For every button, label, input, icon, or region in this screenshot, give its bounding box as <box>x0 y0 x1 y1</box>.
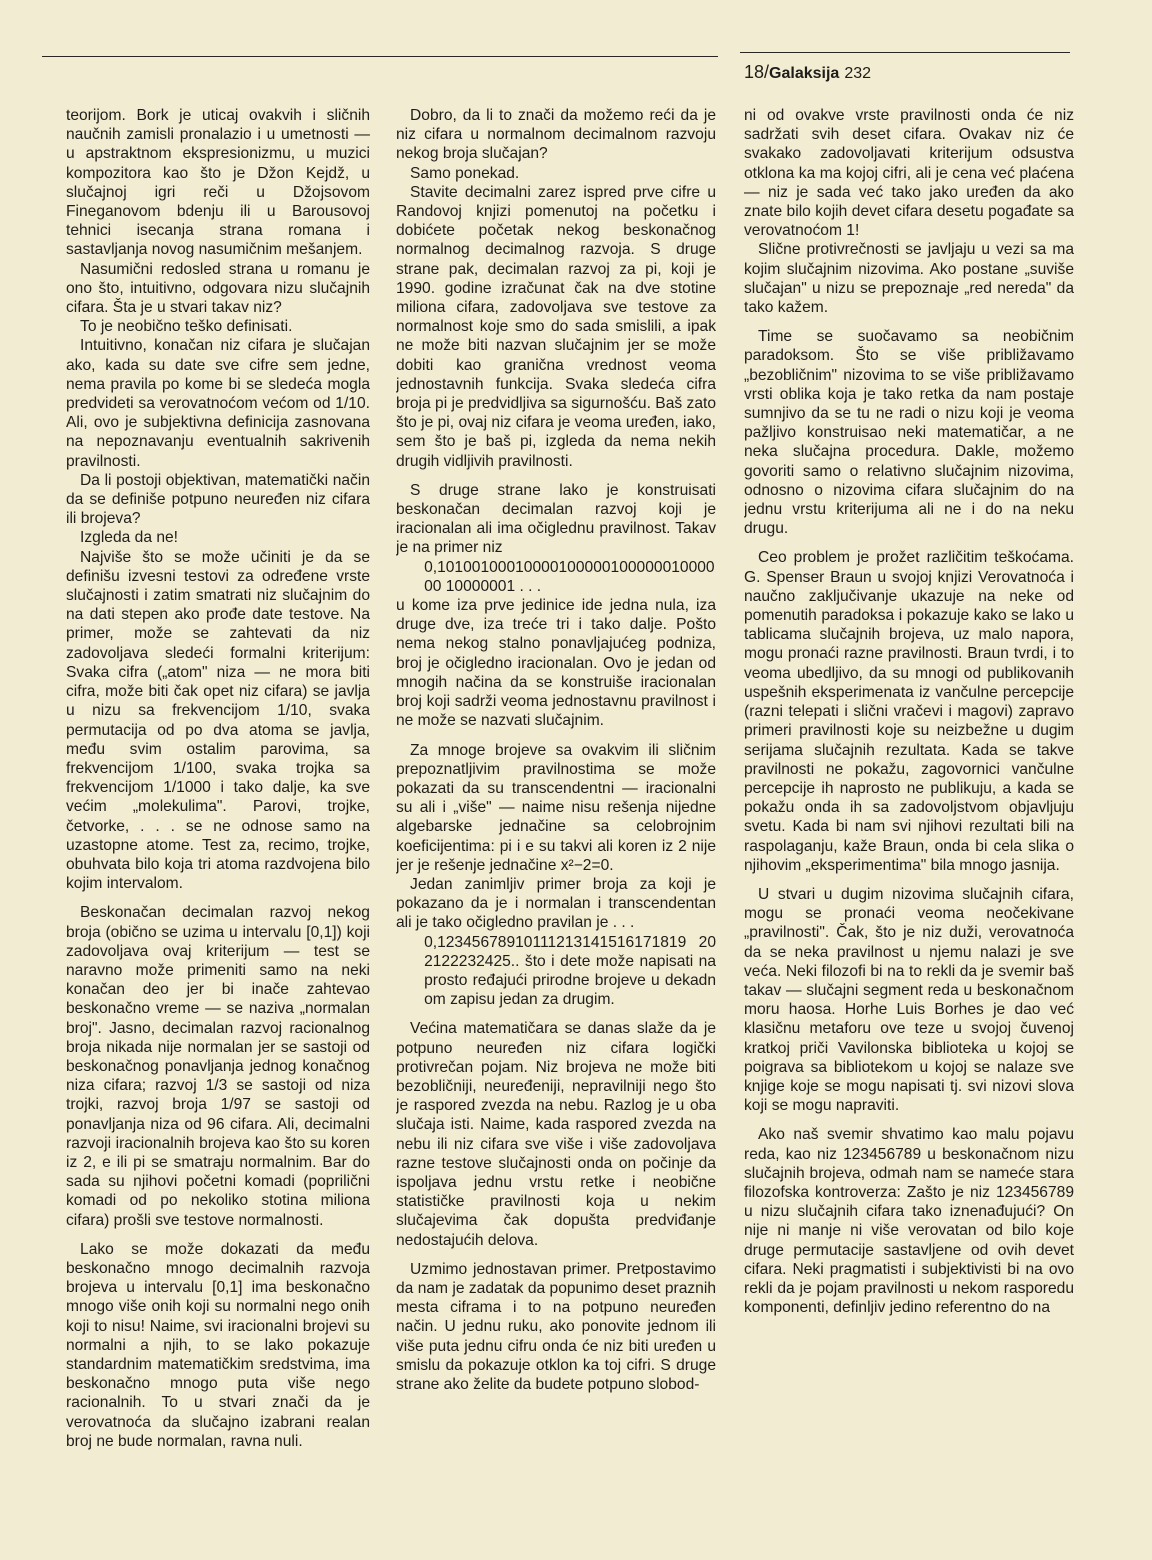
issue-number: 232 <box>844 65 872 82</box>
paragraph: S druge strane lako je konstruisati beskonačan decimalan razvoj koji je iracionalan ali ima očiglednu pravilnost. Takav je na primer niz <box>396 481 716 557</box>
paragraph: Da li postoji objektivan, matematički način da se definiše potpuno neuređen niz cifara ili brojeva? <box>66 471 370 528</box>
header-rule <box>740 52 1070 53</box>
magazine-name: Galaksija <box>769 65 840 82</box>
paragraph: U stvari u dugim nizovima slučajnih cifara, mogu se pronaći veoma neočekivane „pravilnosti". Čak, što je niz duži, verovatnoća da se neka pravilnost u njemu nalazi je sve veća. Neki filozofi bi na to rekli da je svemir baš takav — slučajni segment reda u beskonačnom moru haosa. Horhe Luis Borhes je dao već klasičnu metaforu ove teze u svojoj čuvenoj kratkoj priči Vavilonska biblioteka u kojoj se poigrava sa bibliotekom u kojoj se nalaze sve knjige koje se mogu napisati tj. svi nizovi slova koji se mogu napraviti. <box>744 885 1074 1115</box>
paragraph: Ako naš svemir shvatimo kao malu pojavu reda, kao niz 123456789 u beskonačnom nizu slučajnih brojeva, odmah nam se nameće stara filozofska kontroverza: Zašto je niz 123456789 u nizu slučajnih cifara tako iznenađujući? On nije ni manje ni više verovatan od bilo koje druge permutacije sastavljene od ovih devet cifara. Neki pragmatisti i subjektivisti bi na ovo rekli da je pojam pravilnosti u nekom rasporedu komponenti, definljiv jedino referentno do na <box>744 1126 1074 1317</box>
paragraph: Nasumični redosled strana u romanu je ono što, intuitivno, odgovara nizu slučajnih cifara. Šta je u stvari takav niz? <box>66 260 370 317</box>
paragraph: Dobro, da li to znači da možemo reći da je niz cifara u normalnom decimalnom razvoju nekog broja slučajan? <box>396 107 716 163</box>
paragraph: u kome iza prve jedinice ide jedna nula, iza druge dve, iza treće tri i tako dalje. Pošto nema nekog stalno ponavljajućeg podniza, broj je očigledno iracionalan. Ovo je jedan od mnogih načina da se konstruiše iracionalan broj koji sadrži veoma jednostavnu pravilnost i ne može se nazvati slučajnim. <box>396 597 716 730</box>
paragraph: Izgleda da ne! <box>80 529 179 547</box>
paragraph: Samo ponekad. <box>410 164 520 182</box>
paragraph: Najviše što se može učiniti je da se definišu izvesni testovi za određene vrste slučajnosti i zatim smatrati niz slučajnim do na dati stepen ako prođe date testove. Na primer, može se zahtevati da niz zadovoljava sledeći formalni kriterijum: Svaka cifra („atom" niza — ne mora biti cifra, može biti čak opet niz cifara) se javlja u nizu sa frekvencijom 1/10, svaka permutacija od po dva atoma se javlja, među svim ostalim parovima, sa frekvencijom 1/100, svaka trojka sa frekvencijom 1/1000 i tako dalje, ka sve većim „molekulima". Parovi, trojke, četvorke, . . . se ne odnose samo na uzastopne atome. Test za, recimo, trojke, obuhvata bilo koja tri atoma razdvojena bilo kojim intervalom. <box>66 548 370 893</box>
text-column-3 <box>744 106 1074 1546</box>
text-column-2 <box>396 106 716 1546</box>
paragraph: Slične protivrečnosti se javljaju u vezi sa ma kojim slučajnim nizovima. Ako postane „suviše slučajan" u nizu se prepoznaje „red nereda" da tako kažem. <box>744 241 1074 317</box>
paragraph: Ceo problem je prožet različitim teškoćama. G. Spenser Braun u svojoj knjizi Verovatnoća i naučno zaključivanje ukazuje na neke od pomenutih paradoksa i pokazuje kako se lako u tablicama slučajnih brojeva, uz malo napora, mogu pronaći razne pravilnosti. Braun tvrdi, i to veoma ubedljivo, da su mnogi od publikovanih uspešnih eksperimenata iz vančulne percepcije (razni telepati i slični vračevi i magovi) zapravo primeri pravilnosti koje su neizbežne u dugim serijama slučajnih rezultata. Kada se takve pravilnosti ne pokažu, zagovornici vančulne percepcije ih naprosto ne publikuju, a kada se pokažu onda ih sa zadovoljstvom objavljuju svetu. Kada bi nam svi njihovi rezultati bili na raspolaganju, kaže Braun, onda bi cela slika o njihovim „eksperimentima" bila mnogo jasnija. <box>744 549 1074 874</box>
paragraph: ni od ovakve vrste pravilnosti onda će niz sadržati svih deset cifara. Ovakav niz će svakako zadovoljavati kriterijum odsustva otklona ka ma kojoj cifri, ali je cena već plaćena — niz je sada već tako jako uređen da ako znate bilo kojih devet cifara desetu pogađate sa verovatnoćom 1! <box>744 107 1074 240</box>
page-number: 18/ <box>744 62 770 82</box>
page-header <box>744 62 871 83</box>
paragraph: Time se suočavamo sa neobičnim paradoksom. Što se više približavamo „bezobličnim" nizovima to se više približavamo vrsti oblika koja je tako retka da nam postaje sumnjivo da se tu ne radi o nizu koji je veoma pažljivo konstruisao neki matematičar, a ne neka slučajna procedura. Dakle, možemo govoriti samo o relativno slučajnim nizovima, odnosno o nizovima cifara slučajnim do na jednu vrstu kriterijuma ali ne i do na neku drugu. <box>744 328 1074 538</box>
paragraph: teorijom. Bork je uticaj ovakvih i sličnih naučnih zamisli pronalazio i u umetnosti — u apstraktnom ekspresionizmu, u muzici kompozitora kao što je Džon Kejdž, u slučajnoj igri reči u Džojsovom Fineganovom bdenju ili u Barousovoj tehnici isecanja strana romana i sastavljanja novog nasumičnim mešanjem. <box>66 107 370 259</box>
paragraph: Većina matematičara se danas slaže da je potpuno neuređen niz cifara logički protivrečan pojam. Niz brojeva ne može biti bezobličniji, neuređeniji, nepravilniji nego što je raspored zvezda na nebu. Razlog je u oba slučaja isti. Naime, kada raspored zvezda na nebu ili niz cifara sve više i više zadovoljava razne testove slučajnosti onda on počinje da ispoljava jednu vrstu retke i neobične statističke pravilnosti koja u nekim slučajevima čak dopušta predviđanje nedostajućih delova. <box>396 1020 716 1249</box>
text-column-1 <box>66 106 370 1546</box>
number-example: 0,12345678910111213141516171819 202122232425.. što i dete može napisati naprosto ređajući prirodne brojeve u dekadnom zapisu jedan za drugim. <box>424 933 716 1009</box>
paragraph: Uzmimo jednostavan primer. Pretpostavimo da nam je zadatak da popunimo deset praznih mesta ciframa i to na potpuno neuređen način. U jednu ruku, ako ponovite jednom ili više puta jednu cifru onda će niz biti uređen u smislu da pokazuje otklon ka toj cifri. S druge strane ako želite da budete potpuno slobod- <box>396 1260 716 1393</box>
number-example: 0,1010010001000010000010000001000000 10000001 . . . <box>424 558 715 595</box>
paragraph: Lako se može dokazati da među beskonačno mnogo decimalnih razvoja brojeva u intervalu [0,1] ima beskonačno mnogo više onih koji su normalni nego onih koji to nisu! Naime, svi iracionalni brojevi su normalni a njih, to se lako pokazuje standardnim matematičkim sredstvima, ima beskonačno mnogo puta više nego racionalnih. To u stvari znači da je verovatnoća da slučajno izabrani realan broj ne bude normalan, ravna nuli. <box>66 1240 370 1450</box>
paragraph: Za mnoge brojeve sa ovakvim ili sličnim prepoznatljivim pravilnostima se može pokazati da su transcendentni — iracionalni su ali i „više" — naime nisu rešenja nijedne algebarske jednačine sa celobrojnim koeficijentima: pi i e su takvi ali koren iz 2 nije jer je rešenje jednačine x²−2=0. <box>396 741 716 874</box>
top-rule <box>42 56 718 57</box>
paragraph: Intuitivno, konačan niz cifara je slučajan ako, kada su date sve cifre sem jedne, nema pravila po kome bi se sledeća mogla predvideti sa verovatnoćom većom od 1/10. Ali, ovo je subjektivna definicija zasnovana na nepoznavanju eventualnih sakrivenih pravilnosti. <box>66 337 370 470</box>
paragraph: Beskonačan decimalan razvoj nekog broja (obično se uzima u intervalu [0,1]) koji zadovoljava ovaj kriterijum — test se naravno može primeniti samo na neki konačan deo jer bi inače zahtevao beskonačno vreme — se naziva „normalan broj". Jasno, decimalan razvoj racionalnog broja nikada nije normalan jer se sastoji od beskonačnog ponavljanja jednog konačnog niza cifara; razvoj 1/3 se sastoji od niza trojki, razvoj broja 1/97 se sastoji od ponavljanja niza od 96 cifara. Ali, decimalni razvoji iracionalnih brojeva kao što su koren iz 2, e ili pi se smatraju normalnim. Bar do sada su njihovi početni komadi (poprilični komadi od po nekoliko stotina miliona cifara) prošli sve testove normalnosti. <box>66 904 370 1229</box>
paragraph: Stavite decimalni zarez ispred prve cifre u Randovoj knjizi pomenutoj na početku i dobićete početak nekog beskonačnog normalnog decimalnog razvoja. S druge strane pak, decimalan razvoj za pi, koji je 1990. godine izračunat čak na dve stotine miliona cifara, zadovoljava sve testove za normalnost koje smo do sada smislili, a ipak ne može biti nazvan slučajnim jer se može dobiti kao granična vrednost veoma jednostavnih funkcija. Svaka sledeća cifra broja pi je predvidljiva sa sigurnošću. Baš zato što je pi, ovaj niz cifara je veoma uređen, iako, sem što je baš pi, izgleda da nema nekih drugih vidljivih pravilnosti. <box>396 183 716 470</box>
paragraph: Jedan zanimljiv primer broja za koji je pokazano da je i normalan i transcendentan ali je tako očigledno pravilan je . . . <box>396 875 716 932</box>
paragraph: To je neobično teško definisati. <box>80 318 293 336</box>
